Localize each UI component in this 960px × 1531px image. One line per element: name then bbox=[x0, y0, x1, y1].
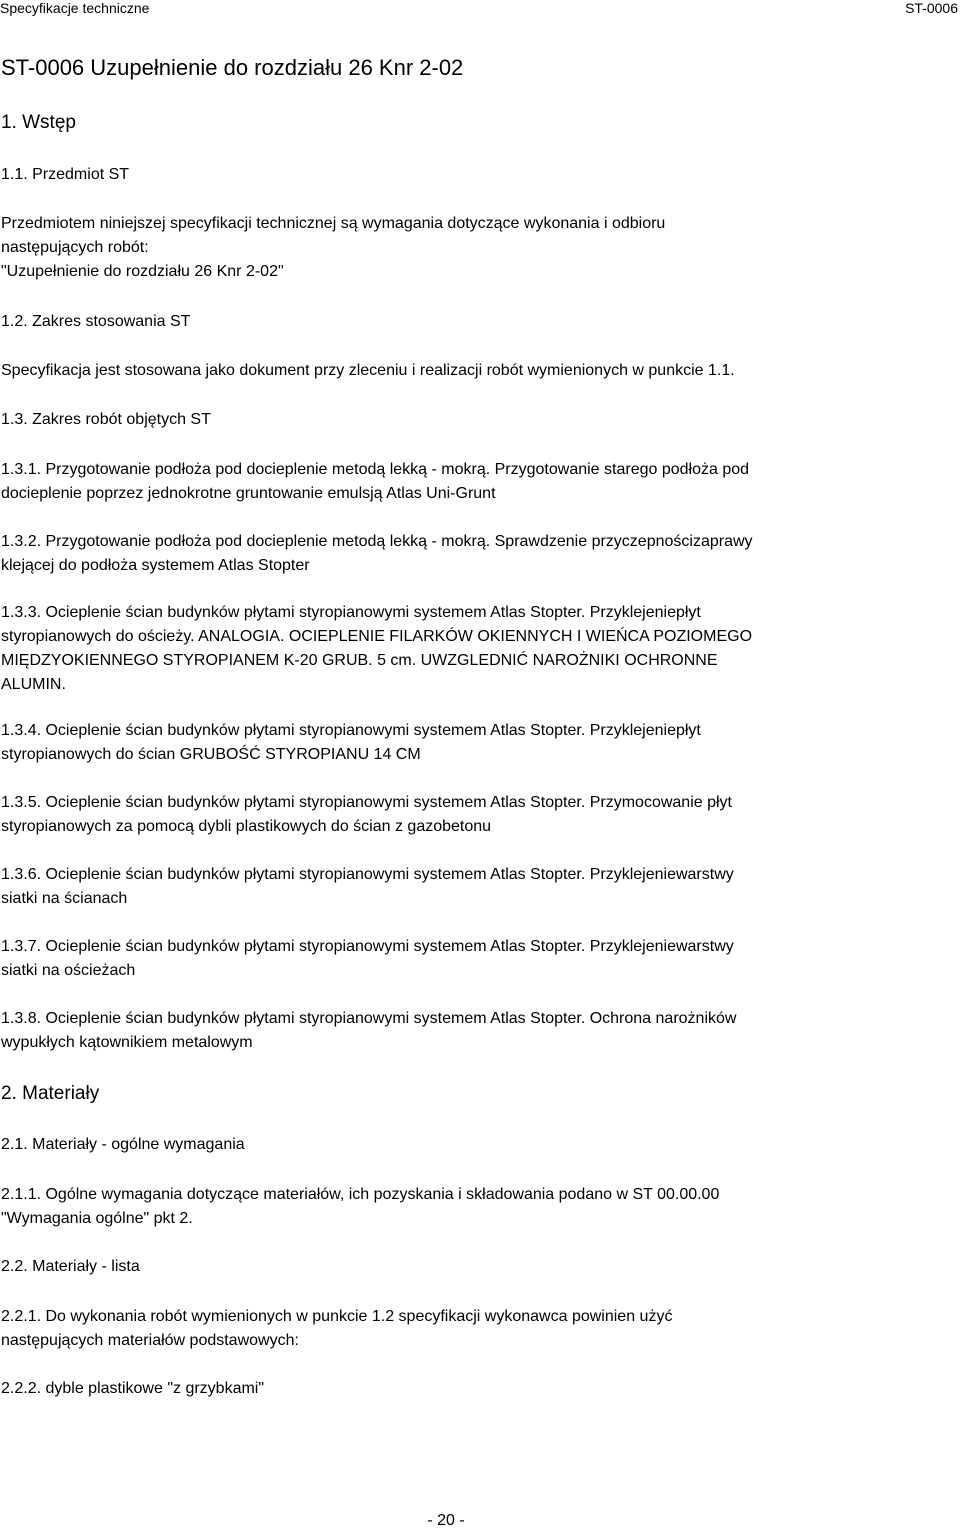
item-2-2-1 bbox=[1, 1305, 951, 1353]
item-2-1-1 bbox=[1, 1183, 951, 1231]
heading-1-2: 1.2. Zakres stosowania ST bbox=[1, 313, 191, 330]
text-line: 1.3.3. Ocieplenie ścian budynków płytami styropianowymi systemem Atlas Stopter. Przyklejeniepłyt bbox=[1, 604, 701, 621]
item-1-3-8 bbox=[1, 1007, 951, 1055]
text-line: siatki na ościeżach bbox=[1, 962, 136, 979]
text-line: następujących robót: bbox=[1, 239, 149, 256]
text-line: 2.1.1. Ogólne wymagania dotyczące materiałów, ich pozyskania i składowania podano w ST 00.00.00 bbox=[1, 1186, 720, 1203]
text-line: 1.3.2. Przygotowanie podłoża pod docieplenie metodą lekką - mokrą. Sprawdzenie przyczepnościzaprawy bbox=[1, 533, 753, 550]
text-line: wypukłych kątownikiem metalowym bbox=[1, 1034, 253, 1051]
text-line: docieplenie poprzez jednokrotne gruntowanie emulsją Atlas Uni-Grunt bbox=[1, 485, 496, 502]
text-line: 1.3.4. Ocieplenie ścian budynków płytami styropianowymi systemem Atlas Stopter. Przyklejeniepłyt bbox=[1, 722, 701, 739]
heading-materialy: 2. Materiały bbox=[1, 1083, 100, 1104]
item-1-3-7 bbox=[1, 935, 951, 983]
text-line: styropianowych do ścian GRUBOŚĆ STYROPIANU 14 CM bbox=[1, 746, 421, 763]
text-line: klejącej do podłoża systemem Atlas Stopter bbox=[1, 557, 310, 574]
page-number: - 20 - bbox=[427, 1512, 465, 1529]
item-1-3-5 bbox=[1, 791, 951, 839]
text-line: Przedmiotem niniejszej specyfikacji technicznej są wymagania dotyczące wykonania i odbioru bbox=[1, 215, 666, 232]
text-line: 1.3.6. Ocieplenie ścian budynków płytami styropianowymi systemem Atlas Stopter. Przyklejeniewarstwy bbox=[1, 866, 734, 883]
text-line: "Uzupełnienie do rozdziału 26 Knr 2-02" bbox=[1, 263, 284, 280]
running-header-code: ST-0006 bbox=[905, 0, 958, 16]
paragraph-1-1 bbox=[1, 212, 951, 284]
text-line: 1.3.5. Ocieplenie ścian budynków płytami styropianowymi systemem Atlas Stopter. Przymocowanie płyt bbox=[1, 794, 732, 811]
heading-2-2: 2.2. Materiały - lista bbox=[1, 1258, 140, 1275]
text-line: siatki na ścianach bbox=[1, 890, 128, 907]
text-line: następujących materiałów podstawowych: bbox=[1, 1332, 299, 1349]
text-line: 1.3.7. Ocieplenie ścian budynków płytami styropianowymi systemem Atlas Stopter. Przyklejeniewarstwy bbox=[1, 938, 734, 955]
text-line: styropianowych do ościeży. ANALOGIA. OCIEPLENIE FILARKÓW OKIENNYCH I WIEŃCA POZIOMEGO bbox=[1, 628, 753, 645]
heading-wstep: 1. Wstęp bbox=[1, 112, 76, 133]
heading-1-1: 1.1. Przedmiot ST bbox=[1, 166, 130, 183]
text-line: MIĘDZYOKIENNEGO STYROPIANEM K-20 GRUB. 5 cm. UWZGLEDNIĆ NAROŻNIKI OCHRONNE bbox=[1, 652, 718, 669]
document-title: ST-0006 Uzupełnienie do rozdziału 26 Knr 2-02 bbox=[1, 55, 464, 80]
paragraph-1-2: Specyfikacja jest stosowana jako dokument przy zleceniu i realizacji robót wymienionych w punkcie 1.1. bbox=[1, 362, 735, 379]
text-line: 1.3.8. Ocieplenie ścian budynków płytami styropianowymi systemem Atlas Stopter. Ochrona narożników bbox=[1, 1010, 737, 1027]
item-2-2-2: 2.2.2. dyble plastikowe "z grzybkami" bbox=[1, 1380, 265, 1397]
item-1-3-4 bbox=[1, 719, 951, 767]
heading-1-3: 1.3. Zakres robót objętych ST bbox=[1, 411, 211, 428]
item-1-3-3 bbox=[1, 601, 951, 697]
item-1-3-2 bbox=[1, 530, 951, 578]
text-line: 1.3.1. Przygotowanie podłoża pod docieplenie metodą lekką - mokrą. Przygotowanie starego podłoża pod bbox=[1, 461, 750, 478]
item-1-3-1 bbox=[1, 458, 951, 506]
running-header-title: Specyfikacje techniczne bbox=[0, 0, 150, 16]
item-1-3-6 bbox=[1, 863, 951, 911]
text-line: styropianowych za pomocą dybli plastikowych do ścian z gazobetonu bbox=[1, 818, 492, 835]
text-line: 2.2.1. Do wykonania robót wymienionych w punkcie 1.2 specyfikacji wykonawca powinien użyć bbox=[1, 1308, 673, 1325]
heading-2-1: 2.1. Materiały - ogólne wymagania bbox=[1, 1136, 245, 1153]
text-line: "Wymagania ogólne" pkt 2. bbox=[1, 1210, 193, 1227]
text-line: ALUMIN. bbox=[1, 676, 66, 693]
